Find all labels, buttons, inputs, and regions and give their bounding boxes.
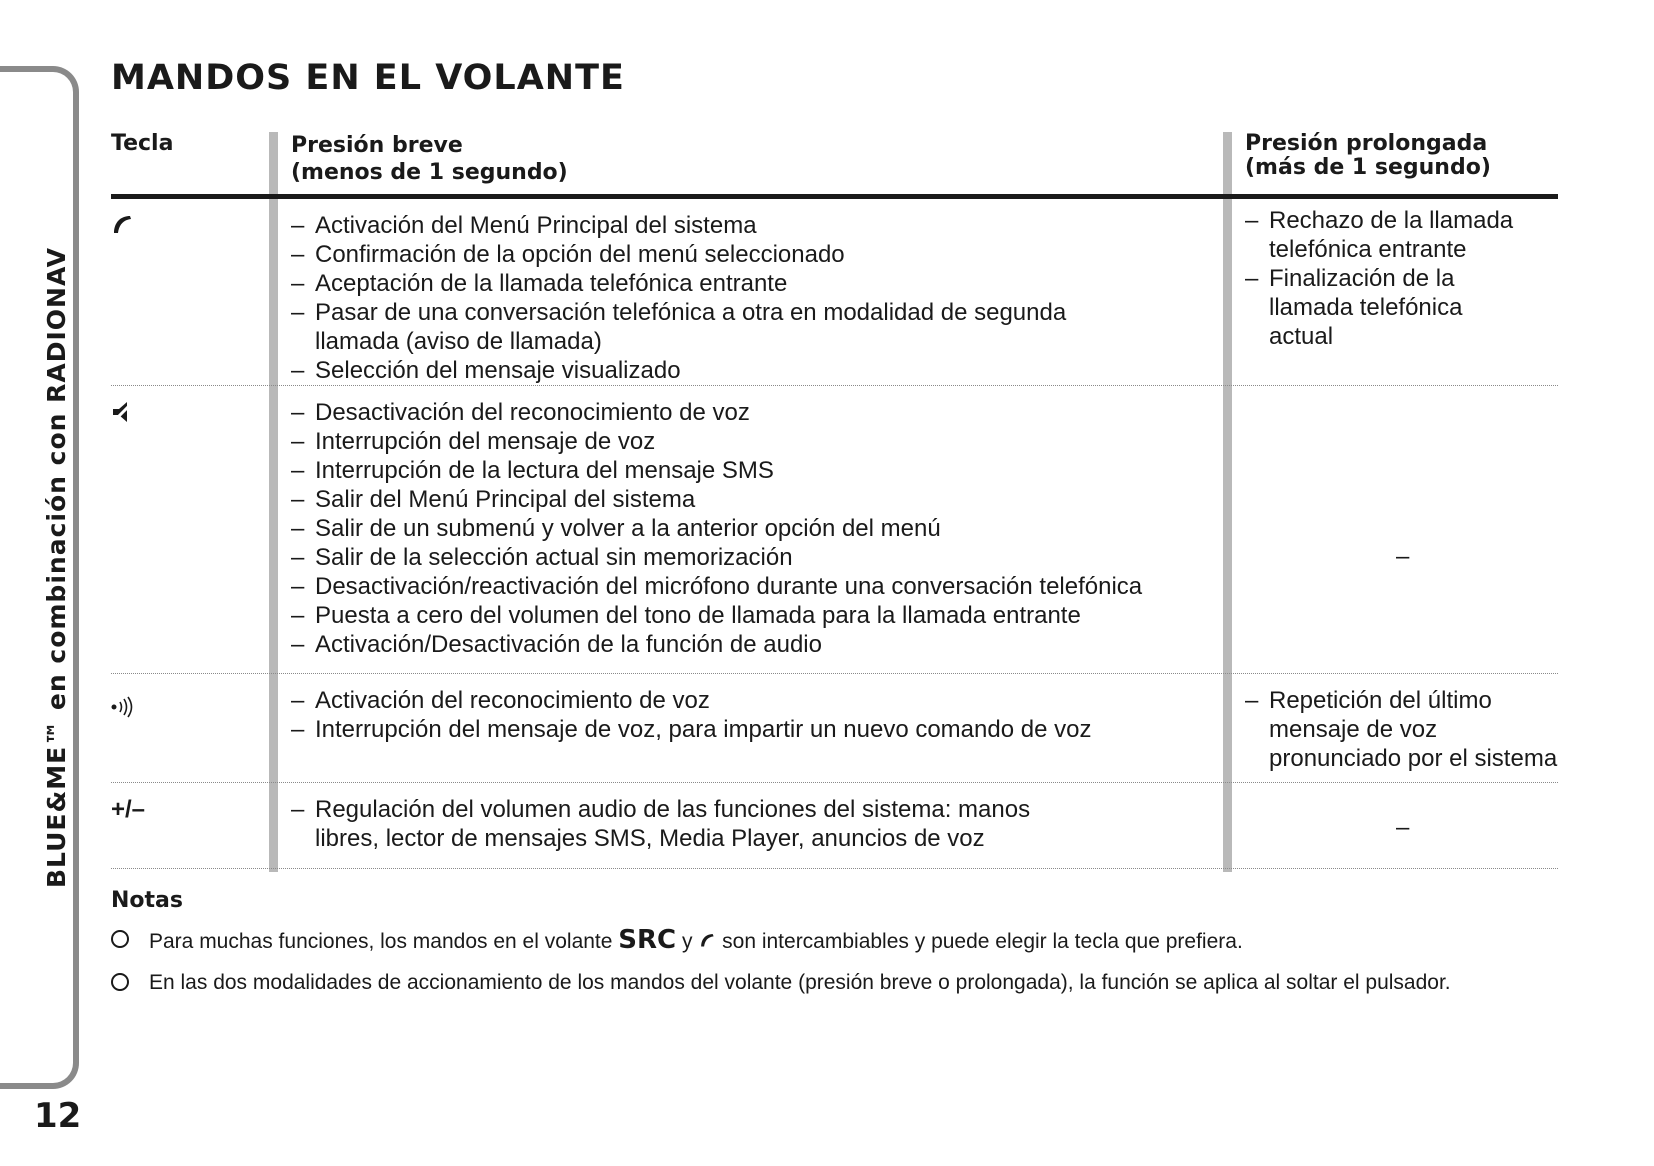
circle-bullet-icon <box>111 930 129 948</box>
table-header <box>111 130 1558 199</box>
page-number: 12 <box>34 1096 82 1136</box>
note-item: Para muchas funciones, los mandos en el volante SRC y son intercambiables y puede elegir la tecla que prefiera. <box>111 927 1561 955</box>
volume-key-label: +/– <box>111 796 146 823</box>
phone-handset-icon <box>111 213 133 242</box>
table-row <box>111 386 1558 674</box>
note-item: En las dos modalidades de accionamiento de los mandos del volante (presión breve o prolongada), la función se aplica al soltar el pulsador. <box>111 970 1561 996</box>
list-item: – Confirmación de la opción del menú seleccionado <box>291 240 1211 269</box>
long-press-list <box>1245 686 1558 773</box>
list-item: – Pasar de una conversación telefónica a otra en modalidad de segunda llamada (aviso de llamada) <box>291 298 1075 356</box>
src-key-label: SRC <box>618 925 677 955</box>
section-side-label: BLUE&ME™ en combinación con RADIONAV <box>42 247 71 888</box>
list-item: – Salir de la selección actual sin memorización <box>291 543 1211 572</box>
list-item: – Desactivación/reactivación del micrófono durante una conversación telefónica <box>291 572 1211 601</box>
voice-command-icon <box>111 696 137 725</box>
list-item: – Interrupción del mensaje de voz, para impartir un nuevo comando de voz <box>291 715 1211 744</box>
list-item: – Activación del reconocimiento de voz <box>291 686 1211 715</box>
short-press-list <box>291 211 1211 385</box>
notes-section <box>111 888 1561 1011</box>
list-item: – Desactivación del reconocimiento de voz <box>291 398 1211 427</box>
list-item: – Rechazo de la llamada telefónica entrante <box>1245 206 1519 264</box>
list-item: – Repetición del último mensaje de voz pronunciado por el sistema <box>1245 686 1559 773</box>
short-press-list <box>291 795 1051 853</box>
circle-bullet-icon <box>111 973 129 991</box>
list-item: – Finalización de la llamada telefónica actual <box>1245 264 1469 351</box>
page-title: MANDOS EN EL VOLANTE <box>111 58 625 98</box>
list-item: – Interrupción de la lectura del mensaje SMS <box>291 456 1211 485</box>
table-row <box>111 199 1558 386</box>
short-press-list <box>291 398 1211 659</box>
list-item: – Puesta a cero del volumen del tono de llamada para la llamada entrante <box>291 601 1211 630</box>
table-row <box>111 674 1558 783</box>
list-item: – Regulación del volumen audio de las funciones del sistema: manos libres, lector de mensajes SMS, Media Player, anuncios de voz <box>291 795 1051 853</box>
notes-title: Notas <box>111 888 183 913</box>
long-press-none: – <box>1396 543 1410 570</box>
list-item: – Aceptación de la llamada telefónica entrante <box>291 269 1211 298</box>
phone-handset-icon <box>698 930 716 953</box>
speaker-mute-icon <box>111 400 135 431</box>
controls-table <box>111 130 1558 869</box>
list-item: – Salir del Menú Principal del sistema <box>291 485 1211 514</box>
short-press-list <box>291 686 1211 744</box>
list-item: – Activación/Desactivación de la función de audio <box>291 630 1211 659</box>
header-short-press: Presión breve (menos de 1 segundo) <box>291 133 568 185</box>
long-press-none: – <box>1396 814 1410 841</box>
list-item: – Activación del Menú Principal del sistema <box>291 211 1211 240</box>
long-press-list <box>1245 206 1555 351</box>
list-item: – Salir de un submenú y volver a la anterior opción del menú <box>291 514 1211 543</box>
header-key: Tecla <box>111 131 174 156</box>
table-row <box>111 783 1558 869</box>
header-long-press: Presión prolongada (más de 1 segundo) <box>1245 131 1491 180</box>
list-item: – Interrupción del mensaje de voz <box>291 427 1211 456</box>
list-item: – Selección del mensaje visualizado <box>291 356 1211 385</box>
